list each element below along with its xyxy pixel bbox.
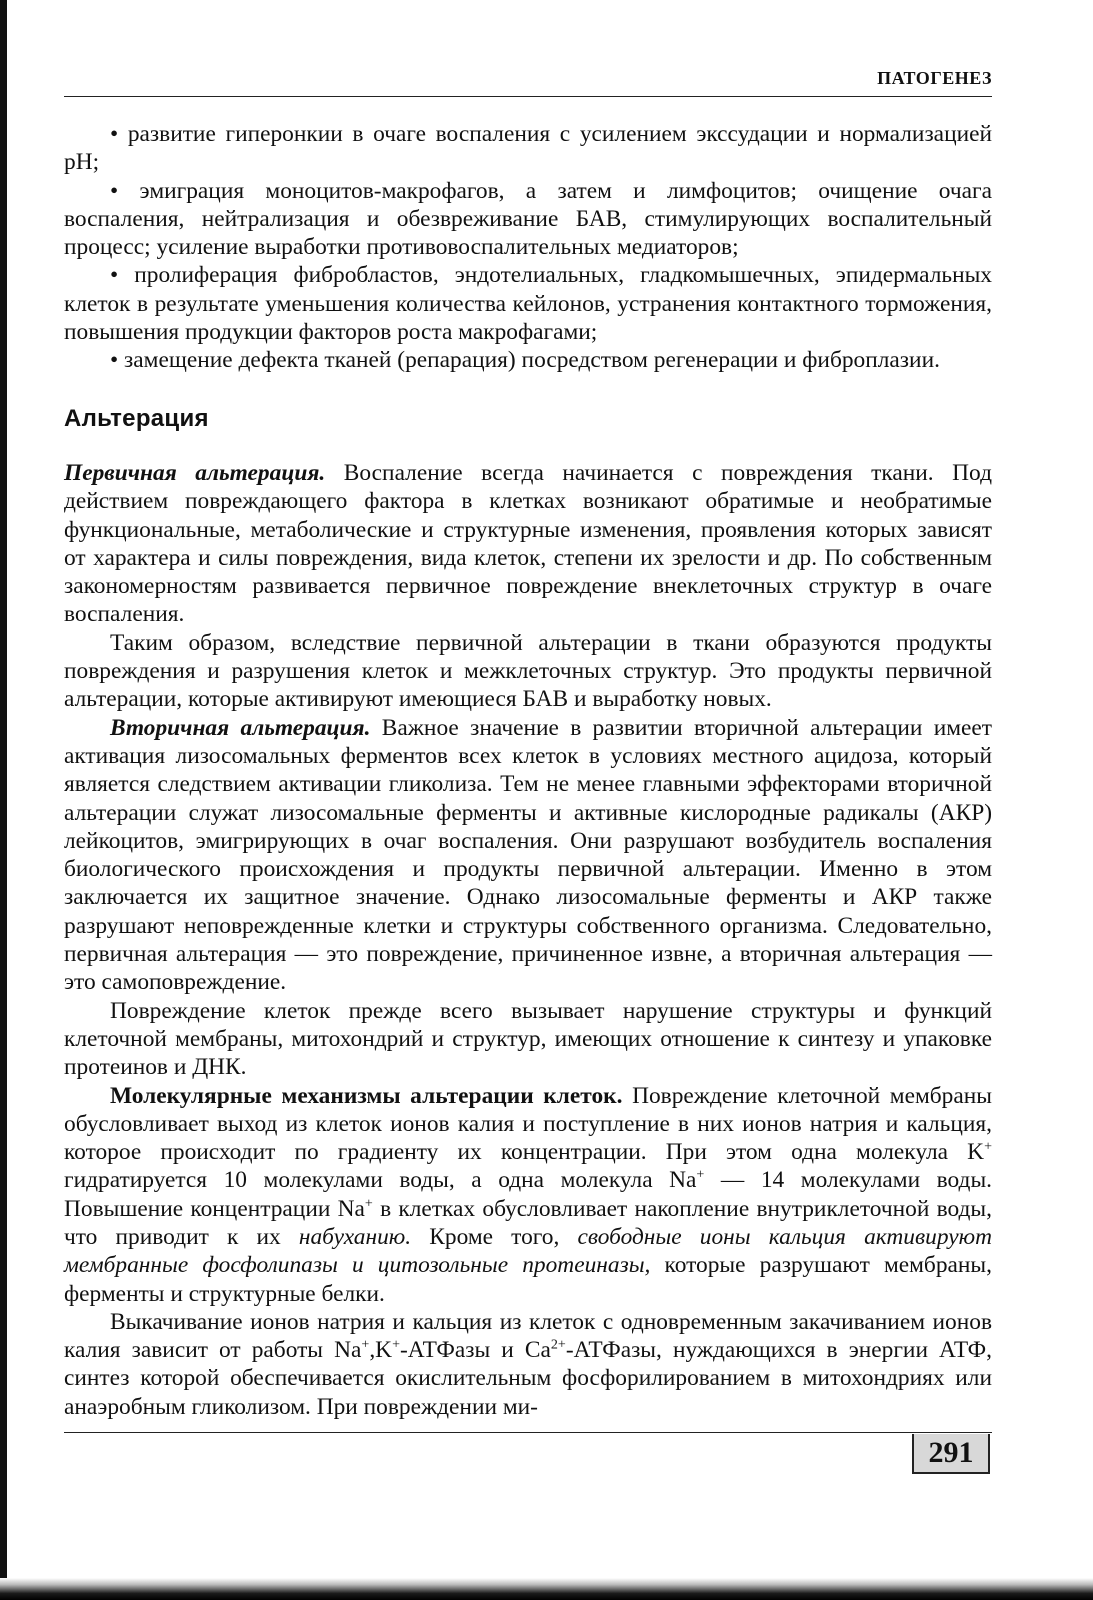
paragraph-text: в клетках обусловливает накопление внутриклеточной воды, что приводит к их [64,1195,992,1250]
page-number: 291 [912,1434,990,1474]
paragraph-cell-damage: Повреждение клеток прежде всего вызывает нарушение структуры и функций клеточной мембраны, митохондрий и структур, имеющих отношение к синтезу и упаковке протеинов и ДНК. [64,997,992,1081]
paragraph-text: Кроме того, [411,1223,578,1250]
term-secondary-alteration: Вторичная альтерация. [110,714,371,741]
bullet-item: • эмиграция моноцитов-макрофагов, а затем и лимфоцитов; очищение очага воспаления, нейтрализация и обезвреживание БАВ, стимулирующих воспалительный процесс; усиление выработки противовоспалительных медиаторов; [64,177,992,261]
paragraph-primary-alteration [64,459,992,629]
paragraph-text: которые разрушают мембраны, ферменты и структурные белки. [64,1252,992,1307]
italic-emphasis: набуханию. [298,1223,412,1250]
paragraph-text: Важное значение в развитии вторичной альтерации имеет активация лизосомальных ферментов всех клеток в условиях местного ацидоза, который является следствием активации гликолиза. Тем не менее главными эффекторами вторичной альтерации служат лизосомальные ферменты и активные кислородные радикалы (АКР) лейкоцитов, эмигрирующих в очаг воспаления. Они разрушают возбудитель воспаления биологического происхождения и продукты первичной альтерации. Именно в этом заключается их защитное значение. Однако лизосомальные ферменты и АКР также разрушают неповрежденные клетки и структуры собственного организма. Следовательно, первичная альтерация — это повреждение, причиненное извне, а вторичная альтерация — это самоповреждение. [64,714,992,996]
bullet-item: • замещение дефекта тканей (репарация) посредством регенерации и фиброплазии. [110,347,940,374]
scan-bottom-edge [0,1578,1093,1600]
paragraph-text: -АТФазы и Ca [399,1337,551,1364]
page-body [64,120,992,1421]
paragraph-secondary-alteration [64,714,992,997]
paragraph-text: ,K [369,1337,393,1364]
paragraph-ion-pumps [64,1308,992,1421]
superscript: + [364,1195,373,1212]
italic-emphasis: свободные ионы кальция активируют мембранные фосфолипазы и цитозольные протеиназы, [64,1223,993,1279]
superscript: + [696,1166,705,1183]
bullet-item: • пролиферация фибробластов, эндотелиальных, гладкомышечных, эпидермальных клеток в результате уменьшения количества кейлонов, устранения контактного торможения, повышения продукции факторов роста макрофагами; [64,262,992,346]
paragraph-text: гидратируется 10 молекулами воды, а одна молекула Na [64,1167,697,1194]
superscript: + [361,1336,370,1353]
paragraph-molecular-mechanisms [64,1082,992,1308]
running-head: ПАТОГЕНЕЗ [877,68,992,88]
superscript: + [984,1138,992,1155]
superscript: + [392,1336,400,1353]
scan-left-edge [0,0,7,1600]
paragraph-text: — 14 молекулами воды. Повышение концентрации Na [64,1167,993,1222]
term-molecular-mechanisms: Молекулярные механизмы альтерации клеток. [110,1082,623,1109]
paragraph-text: Воспаление всегда начинается с повреждения ткани. Под действием повреждающего фактора в клетках возникают обратимые и необратимые функциональные, метаболические и структурные изменения, проявления которых зависят от характера и силы повреждения, вида клеток, степени их зрелости и др. По собственным закономерностям развивается первичное повреждение внеклеточных структур в очаге воспаления. [64,459,992,628]
paragraph-text: -АТФазы, нуждающихся в энергии АТФ, синтез которой обеспечивается окислительным фосфорилированием в митохондриях или анаэробным гликолизом. При повреждении ми- [64,1337,992,1420]
bullet-item: • развитие гиперонкии в очаге воспаления с усилением экссудации и нормализацией pH; [64,121,992,176]
paragraph-summary: Таким образом, вследствие первичной альтерации в ткани образуются продукты повреждения и разрушения клеток и межклеточных структур. Это продукты первичной альтерации, которые активируют имеющиеся БАВ и выработку новых. [64,629,992,713]
section-heading: Альтерация [64,404,209,432]
header-rule [64,96,992,97]
superscript: 2+ [550,1336,566,1353]
term-primary-alteration: Первичная альтерация. [64,459,326,486]
footer-rule [64,1432,992,1433]
paragraph-text: Выкачивание ионов натрия и кальция из клеток с одновременным закачиванием ионов калия зависит от работы Na [64,1308,992,1364]
paragraph-text: Повреждение клеточной мембраны обусловливает выход из клеток ионов калия и поступление в них ионов натрия и кальция, которое происходит по градиенту их концентрации. При этом одна молекула K [64,1082,992,1166]
